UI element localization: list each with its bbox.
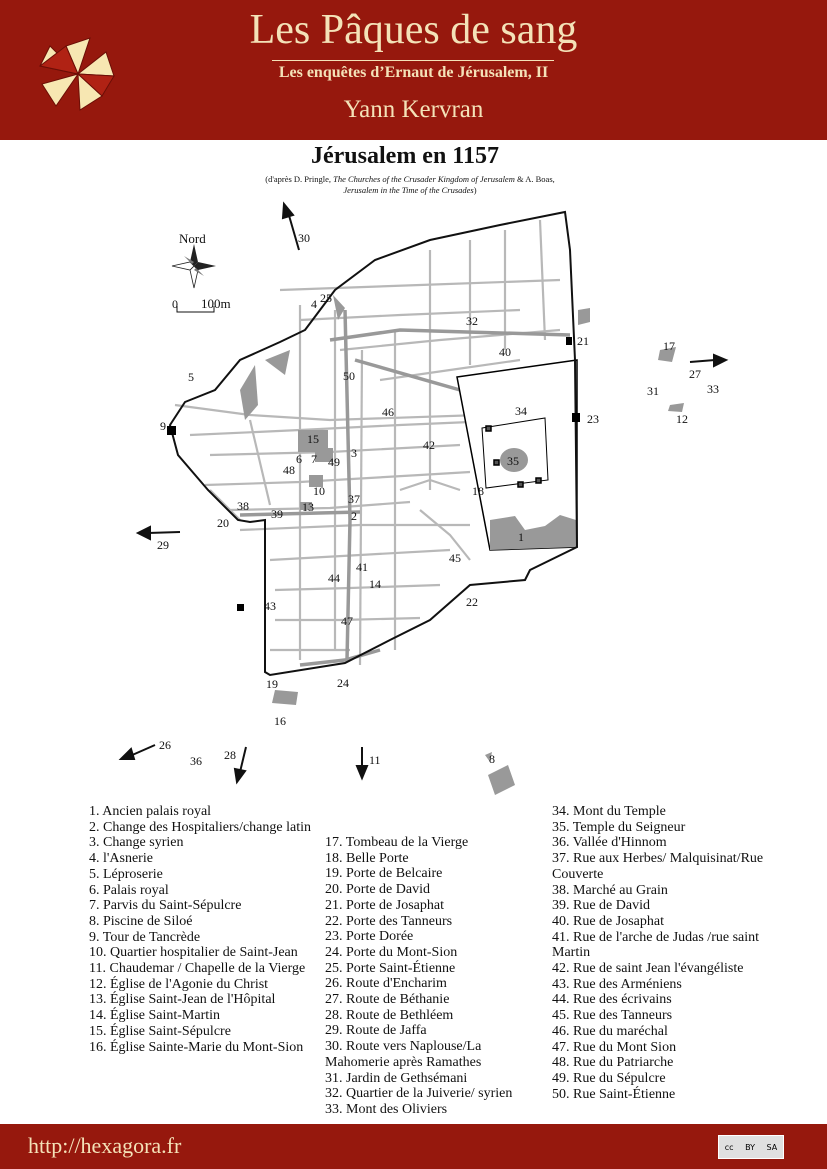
legend-item: 29. Route de Jaffa	[325, 1023, 427, 1039]
legend-item: 34. Mont du Temple	[552, 804, 666, 819]
buildings	[240, 295, 684, 795]
legend-item: 12. Église de l'Agonie du Christ	[89, 976, 269, 992]
map-label-3: 3	[351, 446, 357, 460]
map-label-8: 8	[489, 752, 495, 766]
map-label-9: 9	[160, 419, 166, 433]
map-label-49: 49	[328, 455, 340, 469]
map-label-16: 16	[274, 714, 286, 728]
legend-item: 27. Route de Béthanie	[325, 992, 450, 1008]
map-label-25: 25	[320, 291, 332, 305]
legend-item: 33. Mont des Oliviers	[325, 1101, 448, 1117]
map-label-43: 43	[264, 599, 276, 613]
map-label-13: 13	[302, 500, 314, 514]
compass-label: Nord	[179, 231, 206, 246]
legend-item: 28. Route de Bethléem	[325, 1007, 454, 1023]
legend-item: 22. Porte des Tanneurs	[325, 913, 453, 929]
legend-item: 8. Piscine de Siloé	[89, 913, 193, 929]
title-underline	[272, 60, 554, 61]
legend-item: 39. Rue de David	[552, 898, 650, 914]
map-label-22: 22	[466, 595, 478, 609]
map-label-42: 42	[423, 438, 435, 452]
legend-item: 45. Rue des Tanneurs	[552, 1008, 673, 1024]
legend-item: 35. Temple du Seigneur	[552, 819, 686, 835]
legend-item: 15. Église Saint-Sépulcre	[89, 1023, 231, 1039]
footer-banner	[0, 1124, 827, 1169]
map-label-1: 1	[518, 530, 524, 544]
legend-item: 38. Marché au Grain	[552, 882, 668, 898]
legend-item: 43. Rue des Arméniens	[552, 976, 682, 992]
legend-column-1	[89, 804, 319, 1055]
legend-item: 2. Change des Hospitaliers/change latin	[89, 819, 311, 835]
legend-item: 6. Palais royal	[89, 882, 169, 898]
map-label-12: 12	[676, 412, 688, 426]
map-label-7: 7	[311, 452, 317, 466]
legend-item: 7. Parvis du Saint-Sépulcre	[89, 898, 242, 914]
map-label-21: 21	[577, 334, 589, 348]
legend-item: 20. Porte de David	[325, 882, 430, 898]
legend-item: 19. Porte de Belcaire	[325, 866, 443, 882]
map-title: Jérusalem en 1157	[311, 143, 499, 169]
map-label-10: 10	[313, 484, 325, 498]
map-label-34: 34	[515, 404, 527, 418]
map-label-44: 44	[328, 571, 340, 585]
map-label-17: 17	[663, 339, 675, 353]
legend-column-2	[325, 835, 545, 1118]
jerusalem-map	[0, 190, 827, 810]
compass-rose-icon	[172, 244, 216, 288]
map-label-41: 41	[356, 560, 368, 574]
map-label-23: 23	[587, 412, 599, 426]
map-credit: (d'après D. Pringle, The Churches of the Crusader Kingdom of Jerusalem & A. Boas, Jerusalem in the Time of the Crusades)	[265, 174, 555, 195]
map-label-27: 27	[689, 367, 701, 381]
legend-item: 3. Change syrien	[89, 835, 184, 851]
legend-item: 21. Porte de Josaphat	[325, 897, 444, 913]
legend-item: 32. Quartier de la Juiverie/ syrien	[325, 1086, 513, 1102]
map-label-33: 33	[707, 382, 719, 396]
map-label-24: 24	[337, 676, 349, 690]
map-label-2: 2	[351, 509, 357, 523]
header-banner	[0, 0, 827, 140]
map-label-26: 26	[159, 738, 171, 752]
legend-item: 24. Porte du Mont-Sion	[325, 944, 458, 960]
legend-item: 42. Rue de saint Jean l'évangéliste	[552, 961, 744, 977]
legend-item: 10. Quartier hospitalier de Saint-Jean	[89, 945, 298, 961]
book-title: Les Pâques de sang	[249, 7, 578, 53]
by-label: BY	[745, 1142, 755, 1152]
legend-item: 11. Chaudemar / Chapelle de la Vierge	[89, 961, 306, 977]
legend-item: 14. Église Saint-Martin	[89, 1008, 221, 1024]
legend-item: 49. Rue du Sépulcre	[552, 1070, 666, 1086]
legend-item: 26. Route d'Encharim	[325, 976, 447, 992]
legend-item: 36. Vallée d'Hinnom	[552, 835, 667, 851]
legend-item: 31. Jardin de Gethsémani	[325, 1070, 468, 1086]
map-label-11: 11	[369, 753, 381, 767]
legend-item: 1. Ancien palais royal	[89, 804, 212, 819]
legend-item: 16. Église Sainte-Marie du Mont-Sion	[89, 1039, 304, 1055]
map-label-46: 46	[382, 405, 394, 419]
map-label-19: 19	[266, 677, 278, 691]
legend-item: 46. Rue du maréchal	[552, 1023, 668, 1039]
legend-item: 37. Rue aux Herbes/ Malquisinat/Rue Couverte	[552, 851, 764, 882]
legend-item: 5. Léproserie	[89, 866, 163, 882]
map-label-30: 30	[298, 231, 310, 245]
map-label-31: 31	[647, 384, 659, 398]
book-subtitle: Les enquêtes d’Ernaut de Jérusalem, II	[278, 64, 549, 81]
map-label-20: 20	[217, 516, 229, 530]
map-label-6: 6	[296, 452, 302, 466]
map-label-28: 28	[224, 748, 236, 762]
legend-item: 40. Rue de Josaphat	[552, 913, 664, 929]
map-label-32: 32	[466, 314, 478, 328]
map-label-36: 36	[190, 754, 202, 768]
map-label-48: 48	[283, 463, 295, 477]
sa-label: SA	[766, 1142, 778, 1152]
legend-item: 9. Tour de Tancrède	[89, 929, 201, 945]
legend-item: 47. Rue du Mont Sion	[552, 1039, 677, 1055]
map-label-40: 40	[499, 345, 511, 359]
map-label-5: 5	[188, 370, 194, 384]
legend-item: 4. l'Asnerie	[89, 851, 153, 867]
legend-item: 18. Belle Porte	[325, 850, 409, 866]
map-number-labels	[157, 231, 719, 768]
legend-item: 41. Rue de l'arche de Judas /rue saint Martin	[552, 929, 760, 961]
map-label-4: 4	[311, 297, 317, 311]
scale-zero: 0	[172, 297, 178, 311]
map-label-15: 15	[307, 432, 319, 446]
legend-item: 30. Route vers Naplouse/La Mahomerie après Ramathes	[325, 1039, 482, 1070]
map-label-14: 14	[369, 577, 381, 591]
legend-item: 23. Porte Dorée	[325, 929, 414, 945]
legend-column-3	[552, 804, 777, 1102]
legend-item: 17. Tombeau de la Vierge	[325, 835, 469, 850]
map-label-37: 37	[348, 492, 360, 506]
map-label-39: 39	[271, 507, 283, 521]
map-label-38: 38	[237, 499, 249, 513]
legend-item: 25. Porte Saint-Étienne	[325, 960, 456, 976]
map-label-35: 35	[507, 454, 519, 468]
legend-item: 50. Rue Saint-Étienne	[552, 1086, 676, 1102]
legend-item: 44. Rue des écrivains	[552, 992, 672, 1008]
website-link[interactable]: http://hexagora.fr	[28, 1133, 182, 1158]
map-label-29: 29	[157, 538, 169, 552]
map-label-18: 18	[472, 484, 484, 498]
cc-label: cc	[724, 1142, 734, 1152]
map-label-45: 45	[449, 551, 461, 565]
map-label-50: 50	[343, 369, 355, 383]
author-name: Yann Kervran	[343, 96, 484, 123]
creative-commons-badge-icon[interactable]	[718, 1135, 784, 1159]
map-label-47: 47	[341, 614, 353, 628]
legend-item: 13. Église Saint-Jean de l'Hôpital	[89, 992, 276, 1008]
scale-label: 100m	[201, 296, 231, 311]
legend-item: 48. Rue du Patriarche	[552, 1055, 674, 1071]
